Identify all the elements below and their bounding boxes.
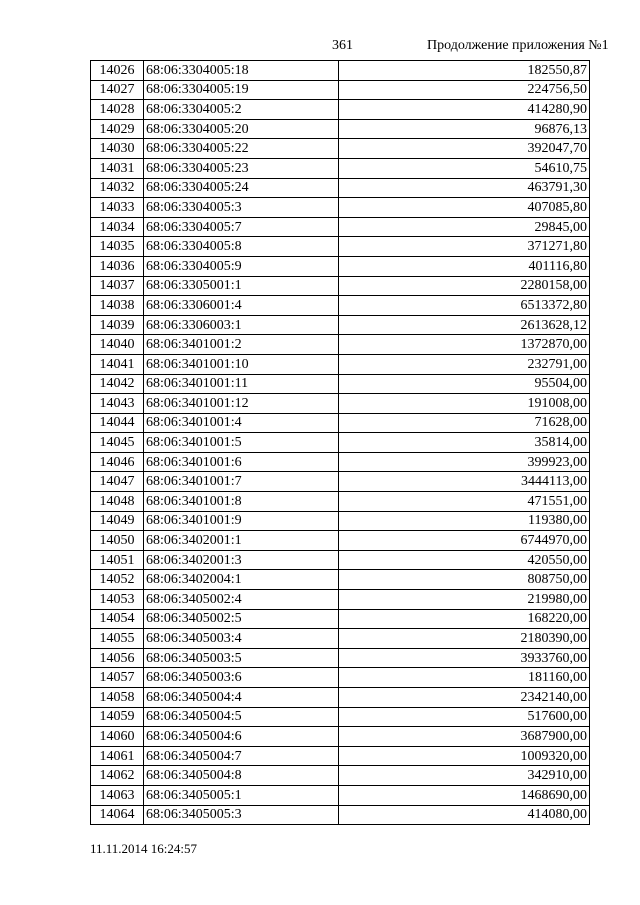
cadastral-value-cell: 119380,00 [339,511,590,531]
table-row [91,668,590,688]
cadastral-number-cell: 68:06:3405002:5 [144,609,339,629]
table-row [91,100,590,120]
cadastral-number-cell: 68:06:3401001:10 [144,354,339,374]
cadastral-value-cell: 414080,00 [339,805,590,825]
cadastral-value-cell: 3933760,00 [339,648,590,668]
table-row [91,707,590,727]
cadastral-number-cell: 68:06:3401001:7 [144,472,339,492]
table-row [91,374,590,394]
table-row [91,629,590,649]
row-number-cell: 14033 [91,198,144,218]
cadastral-value-cell: 54610,75 [339,158,590,178]
row-number-cell: 14039 [91,315,144,335]
row-number-cell: 14042 [91,374,144,394]
table-row [91,531,590,551]
cadastral-value-cell: 2180390,00 [339,629,590,649]
row-number-cell: 14043 [91,394,144,414]
row-number-cell: 14064 [91,805,144,825]
cadastral-number-cell: 68:06:3405003:5 [144,648,339,668]
cadastral-value-cell: 1009320,00 [339,746,590,766]
table-row [91,648,590,668]
cadastral-value-cell: 95504,00 [339,374,590,394]
table-row [91,315,590,335]
table-row [91,570,590,590]
cadastral-value-cell: 1468690,00 [339,785,590,805]
cadastral-number-cell: 68:06:3306003:1 [144,315,339,335]
cadastral-value-cell: 2280158,00 [339,276,590,296]
table-row [91,590,590,610]
cadastral-value-cell: 2342140,00 [339,688,590,708]
row-number-cell: 14054 [91,609,144,629]
row-number-cell: 14049 [91,511,144,531]
row-number-cell: 14047 [91,472,144,492]
table-row [91,158,590,178]
cadastral-value-cell: 407085,80 [339,198,590,218]
row-number-cell: 14030 [91,139,144,159]
cadastral-value-cell: 181160,00 [339,668,590,688]
cadastral-number-cell: 68:06:3305001:1 [144,276,339,296]
row-number-cell: 14034 [91,217,144,237]
cadastral-number-cell: 68:06:3304005:20 [144,119,339,139]
cadastral-value-cell: 3687900,00 [339,727,590,747]
table-row [91,805,590,825]
table-row [91,472,590,492]
row-number-cell: 14028 [91,100,144,120]
cadastral-value-cell: 463791,30 [339,178,590,198]
cadastral-number-cell: 68:06:3401001:8 [144,492,339,512]
table-row [91,335,590,355]
table-row [91,61,590,81]
cadastral-number-cell: 68:06:3402004:1 [144,570,339,590]
cadastral-number-cell: 68:06:3304005:9 [144,256,339,276]
table-body [91,61,590,825]
table-row [91,394,590,414]
row-number-cell: 14036 [91,256,144,276]
row-number-cell: 14037 [91,276,144,296]
cadastral-value-cell: 401116,80 [339,256,590,276]
row-number-cell: 14061 [91,746,144,766]
cadastral-number-cell: 68:06:3405004:6 [144,727,339,747]
cadastral-value-cell: 342910,00 [339,766,590,786]
cadastral-number-cell: 68:06:3405004:7 [144,746,339,766]
cadastral-value-cell: 6744970,00 [339,531,590,551]
table-row [91,139,590,159]
cadastral-value-cell: 2613628,12 [339,315,590,335]
cadastral-number-cell: 68:06:3401001:2 [144,335,339,355]
cadastral-value-cell: 399923,00 [339,452,590,472]
cadastral-number-cell: 68:06:3401001:5 [144,433,339,453]
cadastral-value-cell: 182550,87 [339,61,590,81]
row-number-cell: 14027 [91,80,144,100]
cadastral-value-cell: 96876,13 [339,119,590,139]
cadastral-value-cell: 35814,00 [339,433,590,453]
cadastral-value-cell: 471551,00 [339,492,590,512]
cadastral-number-cell: 68:06:3405003:6 [144,668,339,688]
cadastral-number-cell: 68:06:3304005:24 [144,178,339,198]
row-number-cell: 14038 [91,296,144,316]
cadastral-number-cell: 68:06:3304005:7 [144,217,339,237]
table-row [91,688,590,708]
row-number-cell: 14058 [91,688,144,708]
table-row [91,237,590,257]
table-row [91,727,590,747]
row-number-cell: 14040 [91,335,144,355]
cadastral-value-cell: 3444113,00 [339,472,590,492]
cadastral-number-cell: 68:06:3405005:3 [144,805,339,825]
cadastral-number-cell: 68:06:3304005:3 [144,198,339,218]
cadastral-number-cell: 68:06:3405004:8 [144,766,339,786]
cadastral-number-cell: 68:06:3304005:18 [144,61,339,81]
row-number-cell: 14046 [91,452,144,472]
continuation-title: Продолжение приложения №1 [427,38,609,53]
row-number-cell: 14048 [91,492,144,512]
cadastral-number-cell: 68:06:3401001:11 [144,374,339,394]
row-number-cell: 14063 [91,785,144,805]
table-row [91,746,590,766]
table-row [91,198,590,218]
cadastral-number-cell: 68:06:3402001:3 [144,550,339,570]
row-number-cell: 14031 [91,158,144,178]
page-number: 361 [332,38,353,53]
cadastral-number-cell: 68:06:3304005:2 [144,100,339,120]
cadastral-value-cell: 392047,70 [339,139,590,159]
table-row [91,217,590,237]
cadastral-number-cell: 68:06:3405004:5 [144,707,339,727]
cadastral-value-cell: 414280,90 [339,100,590,120]
cadastral-number-cell: 68:06:3304005:8 [144,237,339,257]
cadastral-number-cell: 68:06:3304005:22 [144,139,339,159]
row-number-cell: 14045 [91,433,144,453]
cadastral-value-cell: 224756,50 [339,80,590,100]
cadastral-value-cell: 371271,80 [339,237,590,257]
row-number-cell: 14052 [91,570,144,590]
cadastral-number-cell: 68:06:3405003:4 [144,629,339,649]
row-number-cell: 14032 [91,178,144,198]
table-row [91,433,590,453]
row-number-cell: 14051 [91,550,144,570]
cadastral-value-cell: 168220,00 [339,609,590,629]
table-row [91,550,590,570]
table-row [91,492,590,512]
row-number-cell: 14060 [91,727,144,747]
cadastral-value-cell: 6513372,80 [339,296,590,316]
cadastral-value-cell: 219980,00 [339,590,590,610]
table-row [91,354,590,374]
table-row [91,413,590,433]
cadastral-value-cell: 191008,00 [339,394,590,414]
row-number-cell: 14029 [91,119,144,139]
row-number-cell: 14026 [91,61,144,81]
cadastral-number-cell: 68:06:3401001:4 [144,413,339,433]
cadastral-number-cell: 68:06:3304005:23 [144,158,339,178]
table-row [91,785,590,805]
cadastral-value-cell: 1372870,00 [339,335,590,355]
cadastral-number-cell: 68:06:3401001:9 [144,511,339,531]
row-number-cell: 14057 [91,668,144,688]
table-row [91,80,590,100]
cadastral-number-cell: 68:06:3401001:6 [144,452,339,472]
cadastral-number-cell: 68:06:3405002:4 [144,590,339,610]
row-number-cell: 14044 [91,413,144,433]
cadastral-number-cell: 68:06:3405004:4 [144,688,339,708]
row-number-cell: 14062 [91,766,144,786]
table-row [91,452,590,472]
cadastral-value-cell: 808750,00 [339,570,590,590]
table-row [91,256,590,276]
table-row [91,296,590,316]
cadastral-value-cell: 71628,00 [339,413,590,433]
print-timestamp: 11.11.2014 16:24:57 [90,841,198,856]
row-number-cell: 14056 [91,648,144,668]
row-number-cell: 14055 [91,629,144,649]
row-number-cell: 14050 [91,531,144,551]
row-number-cell: 14041 [91,354,144,374]
row-number-cell: 14035 [91,237,144,257]
cadastral-number-cell: 68:06:3401001:12 [144,394,339,414]
table-row [91,511,590,531]
cadastral-value-cell: 232791,00 [339,354,590,374]
table-row [91,766,590,786]
cadastral-value-cell: 517600,00 [339,707,590,727]
table-row [91,609,590,629]
cadastral-value-cell: 420550,00 [339,550,590,570]
cadastral-number-cell: 68:06:3405005:1 [144,785,339,805]
table-row [91,119,590,139]
cadastral-number-cell: 68:06:3402001:1 [144,531,339,551]
row-number-cell: 14053 [91,590,144,610]
table-row [91,178,590,198]
row-number-cell: 14059 [91,707,144,727]
cadastral-value-table [90,60,590,825]
cadastral-number-cell: 68:06:3304005:19 [144,80,339,100]
table-row [91,276,590,296]
cadastral-number-cell: 68:06:3306001:4 [144,296,339,316]
cadastral-value-cell: 29845,00 [339,217,590,237]
